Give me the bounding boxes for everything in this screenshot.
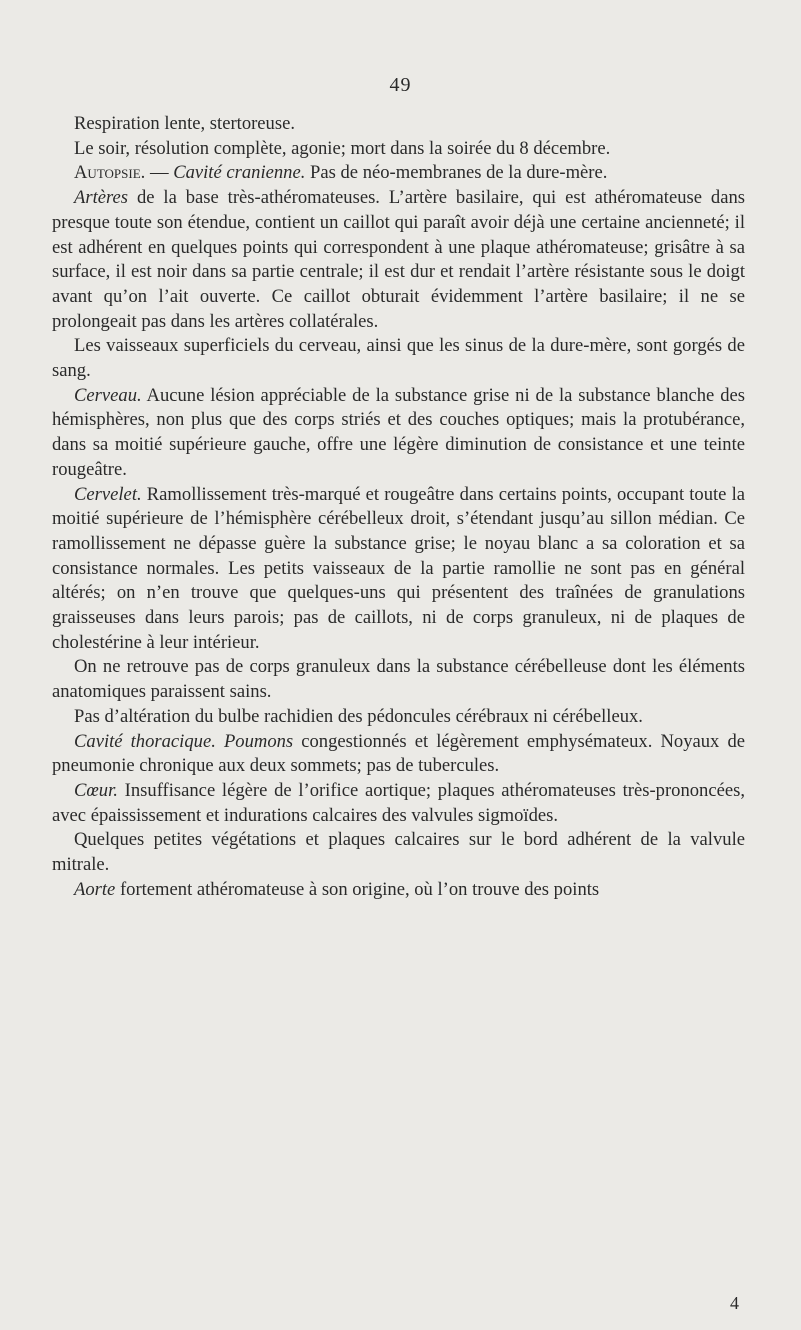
paragraph [52, 334, 745, 383]
text-run: Quelques petites végétations et plaques calcaires sur le bord adhérent de la valvule mitrale. [52, 829, 745, 876]
paragraph [52, 483, 745, 656]
paragraph [52, 730, 745, 779]
paragraph [52, 779, 745, 828]
text-run: On ne retrouve pas de corps granuleux dans la substance cérébelleuse dont les éléments anatomiques paraissent sains. [52, 656, 745, 703]
text-run: Insuffisance légère de l’orifice aortique; plaques athéromateuses très-prononcées, avec épaississement et indurations calcaires des valvules sigmoïdes. [52, 779, 745, 826]
italic-heading: Cavité thoracique. Poumons [74, 730, 294, 752]
text-run: congestionnés et légèrement emphysémateux. Noyaux de pneumonie chronique aux deux sommets; pas de tubercules. [52, 730, 745, 777]
italic-heading: Cervelet. [74, 483, 142, 505]
text-run: de la base très-athéromateuses. L’artère basilaire, qui est athéromateuse dans presque toute son étendue, contient un caillot qui paraît avoir déjà une certaine ancienneté; il est adhérent en quelques points qui correspondent à une plaque athéromateuse; grisâtre à sa surface, il est noir dans sa partie centrale; il est dur et rendait l’artère résistante sous le doigt avant qu’on l’ait ouverte. Ce caillot obturait évidemment l’artère basilaire; il ne se prolongeait pas dans les artères collatérales. [52, 187, 745, 332]
text-run: Pas de néo-membranes de la dure-mère. [305, 162, 608, 184]
text-run: Le soir, résolution complète, agonie; mort dans la soirée du 8 décembre. [74, 137, 611, 159]
paragraph [52, 112, 745, 137]
text-run: Aucune lésion appréciable de la substance grise ni de la substance blanche des hémisphères, non plus que des corps striés et des couches optiques; mais la protubérance, dans sa moitié supérieure gauche, offre une légère diminution de consistance et une teinte rougeâtre. [52, 384, 745, 480]
text-run: Ramollissement très-marqué et rougeâtre dans certains points, occupant toute la moitié supérieure de l’hémisphère cérébelleux droit, s’étendant jusqu’au sillon médian. Ce ramollissement ne dépasse guère la substance grise; le noyau blanc a sa coloration et sa consistance normales. Les petits vaisseaux de la partie ramollie ne sont pas en général altérés; on n’en trouve que quelques-uns qui présentent des traînées de granulations graisseuses dans leurs parois; pas de caillots, ni de corps granuleux, ni de plaques de cholestérine à leur intérieur. [52, 483, 745, 653]
page-number: 49 [389, 74, 412, 96]
paragraph [52, 186, 745, 334]
text-run: Respiration lente, stertoreuse. [74, 113, 295, 134]
italic-heading: Aorte [74, 878, 116, 900]
text-run: Pas d’altération du bulbe rachidien des pédoncules cérébraux ni cérébelleux. [74, 705, 643, 727]
body-text [52, 112, 745, 903]
paragraph [52, 137, 745, 162]
paragraph [52, 161, 745, 186]
paragraph [52, 828, 745, 877]
smallcaps-heading: Autopsie. [74, 162, 146, 184]
italic-heading: Artères [74, 187, 129, 209]
italic-heading: Cœur. [74, 779, 118, 801]
paragraph [52, 705, 745, 730]
text-run: — [145, 162, 174, 184]
paragraph [52, 878, 745, 903]
italic-heading: Cavité cranienne. [173, 162, 306, 184]
italic-heading: Cerveau. [74, 384, 142, 406]
paragraph [52, 655, 745, 704]
paragraph [52, 384, 745, 483]
text-run: Les vaisseaux superficiels du cerveau, ainsi que les sinus de la dure-mère, sont gorgés de sang. [52, 335, 745, 382]
signature-mark: 4 [730, 1293, 739, 1313]
text-run: fortement athéromateuse à son origine, où l’on trouve des points [115, 878, 600, 900]
